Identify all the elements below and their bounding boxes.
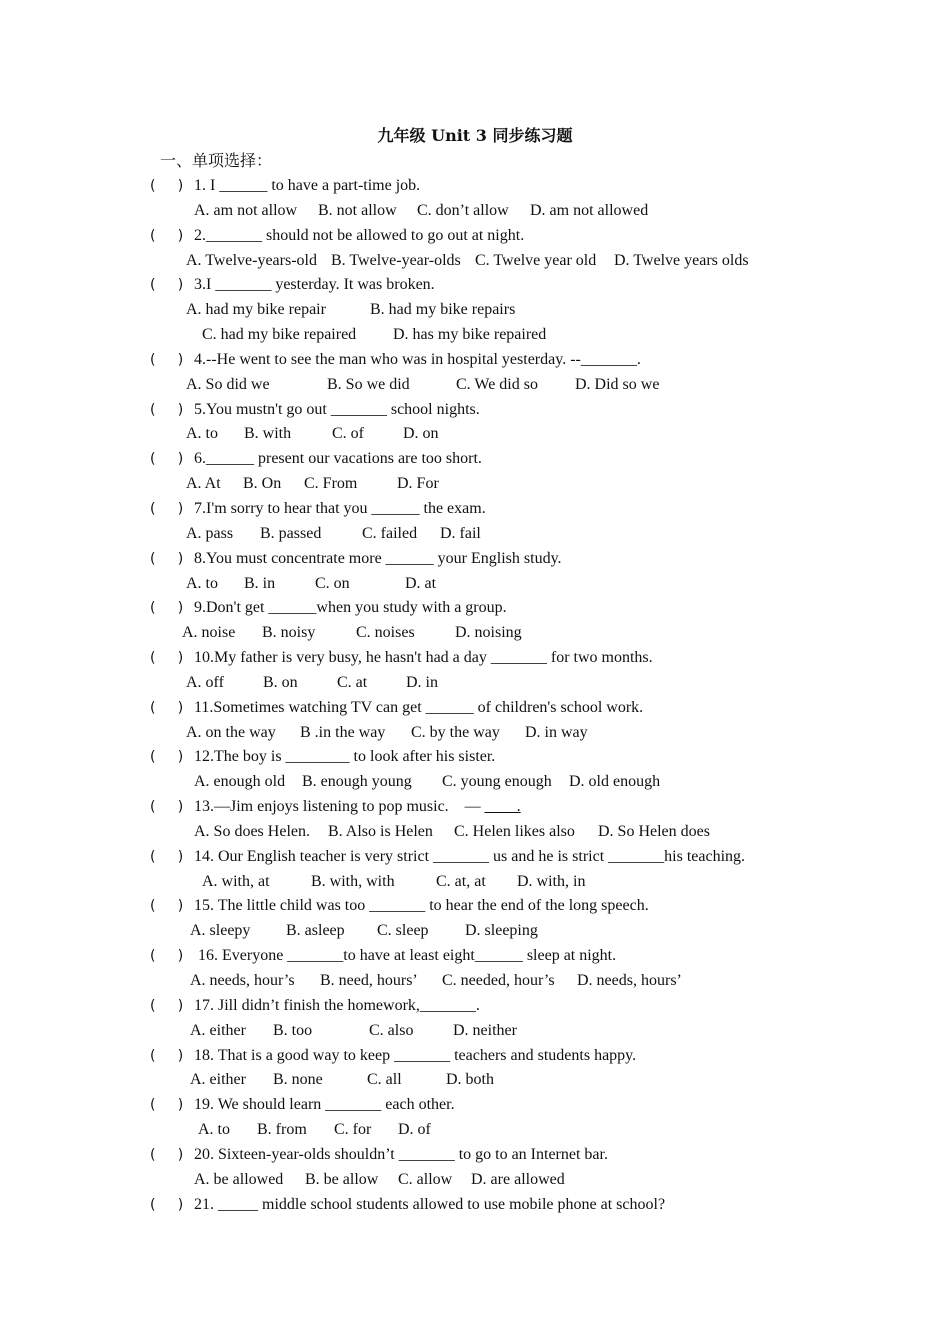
- question-text: [194, 944, 616, 969]
- answer-blank-parentheses: ( ): [150, 500, 184, 517]
- answer-blank-parentheses: ( ): [150, 227, 184, 244]
- answer-option: D. am not allowed: [530, 201, 649, 219]
- option-line: [0, 621, 950, 646]
- question-line: [0, 447, 950, 472]
- option-line: [0, 1168, 950, 1193]
- answer-option: B. passed: [260, 524, 322, 542]
- answer-option: D. noising: [455, 624, 522, 642]
- answer-option: B. Also is Helen: [328, 822, 433, 840]
- question-line: [0, 547, 950, 572]
- question-text: [194, 994, 480, 1019]
- option-line: [0, 770, 950, 795]
- question-text: [194, 547, 562, 572]
- answer-option: A. either: [190, 1071, 246, 1089]
- question-text-main: 4.--He went to see the man who was in hospital yesterday. --_______.: [194, 350, 641, 368]
- answer-option: C. Twelve year old: [475, 251, 597, 269]
- question-text: [194, 224, 524, 249]
- question-line: [0, 1143, 950, 1168]
- answer-option: B. had my bike repairs: [370, 301, 516, 319]
- question-text-main: 3.I _______ yesterday. It was broken.: [194, 276, 435, 294]
- answer-option: B. enough young: [302, 773, 412, 791]
- answer-option: C. young enough: [442, 773, 552, 791]
- answer-option: B. in: [244, 574, 276, 592]
- answer-option: A. am not allow: [194, 201, 298, 219]
- section-heading: 一、单项选择：: [160, 151, 273, 170]
- answer-option: A. with, at: [202, 872, 270, 890]
- answer-option: C. Helen likes also: [454, 822, 575, 840]
- answer-option: A. either: [190, 1021, 246, 1039]
- answer-option: D. sleeping: [465, 922, 538, 940]
- question-line: [0, 696, 950, 721]
- answer-option: B. So we did: [327, 375, 410, 393]
- answer-option: D. has my bike repaired: [393, 326, 547, 344]
- answer-option: B. not allow: [318, 201, 397, 219]
- question-line: [0, 174, 950, 199]
- answer-option: C. From: [304, 475, 358, 493]
- answer-blank-parentheses: ( ): [150, 1047, 184, 1064]
- answer-option: C. allow: [398, 1170, 453, 1188]
- answer-option: A. on the way: [186, 723, 276, 741]
- option-line: [0, 298, 950, 323]
- answer-option: C. by the way: [411, 723, 500, 741]
- question-line: [0, 994, 950, 1019]
- question-text-main: 17. Jill didn’t finish the homework,_______.: [194, 996, 480, 1014]
- answer-option: D. fail: [440, 524, 481, 542]
- answer-option: B. noisy: [262, 624, 316, 642]
- answer-option: C. don’t allow: [417, 201, 509, 219]
- question-text: [194, 795, 521, 820]
- question-text-main: 20. Sixteen-year-olds shouldn’t _______ to go to an Internet bar.: [194, 1145, 608, 1163]
- answer-option: B. need, hours’: [320, 972, 418, 989]
- answer-blank-parentheses: ( ): [150, 277, 184, 294]
- answer-blank-parentheses: ( ): [150, 997, 184, 1014]
- question-text: [194, 273, 435, 298]
- question-line: [0, 745, 950, 770]
- question-line: [0, 348, 950, 373]
- answer-option: C. on: [315, 574, 350, 592]
- answer-option: B. asleep: [286, 922, 345, 940]
- answer-option: C. failed: [362, 524, 418, 542]
- question-line: [0, 273, 950, 298]
- option-line: [0, 422, 950, 447]
- answer-option: D. with, in: [517, 872, 586, 890]
- question-line: [0, 646, 950, 671]
- question-text: [194, 1143, 608, 1168]
- answer-option: D. neither: [453, 1021, 517, 1039]
- answer-option: C. We did so: [456, 375, 538, 393]
- answer-blank-parentheses: ( ): [150, 1097, 184, 1114]
- answer-option: C. sleep: [377, 922, 429, 940]
- option-line: [0, 721, 950, 746]
- question-text-main: 9.Don't get ______when you study with a group.: [194, 599, 507, 617]
- answer-option: D. Did so we: [575, 375, 660, 393]
- question-line: [0, 944, 950, 969]
- question-line: [0, 795, 950, 820]
- answer-option: B. be allow: [305, 1170, 379, 1188]
- question-line: [0, 224, 950, 249]
- question-text-main: 14. Our English teacher is very strict _______ us and he is strict _______his teaching.: [194, 847, 746, 865]
- answer-option: D. needs, hours’: [577, 972, 682, 989]
- option-line: [0, 323, 950, 348]
- question-text-main: 19. We should learn _______ each other.: [194, 1096, 455, 1114]
- option-line: [0, 249, 950, 274]
- question-line: [0, 1044, 950, 1069]
- question-text-main: 8.You must concentrate more ______ your English study.: [194, 549, 562, 567]
- answer-blank-parentheses: ( ): [150, 178, 184, 194]
- answer-option: D. of: [398, 1121, 431, 1139]
- answer-option: C. needed, hour’s: [442, 972, 555, 989]
- option-line: [0, 919, 950, 944]
- answer-blank-parentheses: ( ): [150, 699, 184, 716]
- answer-blank-parentheses: ( ): [150, 848, 184, 865]
- question-text-main: 7.I'm sorry to hear that you ______ the exam.: [194, 499, 486, 517]
- answer-option: B. Twelve-year-olds: [331, 251, 461, 269]
- answer-option: A. So did we: [186, 375, 270, 393]
- option-line: [0, 969, 950, 994]
- question-text: [194, 845, 745, 870]
- option-line: [0, 671, 950, 696]
- answer-blank-parentheses: ( ): [150, 1146, 184, 1163]
- question-line: [0, 845, 950, 870]
- answer-option: A. noise: [182, 624, 236, 642]
- answer-option: A. sleepy: [190, 922, 251, 940]
- question-text: [194, 696, 643, 721]
- answer-option: D. are allowed: [471, 1170, 565, 1188]
- question-text-main: 2._______ should not be allowed to go out at night.: [194, 226, 525, 244]
- question-text: [194, 398, 480, 423]
- question-text: [194, 646, 653, 671]
- question-text: [194, 497, 486, 522]
- question-text: [194, 447, 482, 472]
- answer-option: A. At: [186, 475, 221, 493]
- question-line: [0, 1193, 950, 1218]
- option-line: [0, 472, 950, 497]
- answer-blank-parentheses: ( ): [150, 749, 184, 766]
- option-line: [0, 199, 950, 224]
- answer-option: A. needs, hour’s: [190, 972, 295, 989]
- answer-option: C. at: [337, 673, 368, 691]
- answer-option: C. of: [332, 425, 364, 443]
- answer-blank: ____.: [484, 798, 521, 816]
- question-line: [0, 398, 950, 423]
- answer-option: C. had my bike repaired: [202, 326, 357, 344]
- answer-option: C. noises: [356, 624, 415, 642]
- question-text-main: 16. Everyone _______to have at least eight______ sleep at night.: [194, 947, 617, 965]
- question-text-main: 1. I ______ to have a part-time job.: [194, 177, 421, 194]
- answer-option: B .in the way: [300, 723, 386, 741]
- answer-option: D. For: [397, 475, 439, 493]
- question-text: [194, 1193, 665, 1218]
- answer-option: A. Twelve-years-old: [186, 251, 317, 269]
- answer-option: D. Twelve years olds: [614, 251, 749, 269]
- question-text-main: 15. The little child was too _______ to hear the end of the long speech.: [194, 897, 649, 915]
- question-text-main: 11.Sometimes watching TV can get ______ of children's school work.: [194, 698, 644, 716]
- answer-option: B. too: [273, 1021, 313, 1039]
- answer-blank-parentheses: ( ): [150, 948, 184, 965]
- answer-blank-parentheses: ( ): [150, 898, 184, 915]
- answer-blank-parentheses: ( ): [150, 451, 184, 468]
- question-text: [194, 1093, 455, 1118]
- option-line: [0, 373, 950, 398]
- option-line: [0, 1118, 950, 1143]
- answer-blank-parentheses: ( ): [150, 799, 184, 816]
- answer-option: A. to: [198, 1121, 230, 1139]
- question-text: [194, 596, 507, 621]
- answer-blank-parentheses: ( ): [150, 351, 184, 368]
- answer-option: B. on: [263, 673, 298, 691]
- question-text-main: 18. That is a good way to keep _______ teachers and students happy.: [194, 1046, 637, 1064]
- answer-option: C. also: [369, 1021, 414, 1039]
- question-text: [194, 894, 649, 919]
- answer-option: B. with, with: [311, 872, 395, 890]
- answer-option: D. on: [403, 425, 439, 443]
- answer-blank-parentheses: ( ): [150, 650, 184, 667]
- question-text-main: 21. _____ middle school students allowed to use mobile phone at school?: [194, 1195, 666, 1213]
- answer-option: D. in way: [525, 723, 588, 741]
- question-text-main: 10.My father is very busy, he hasn't had a day _______ for two months.: [194, 649, 653, 667]
- answer-option: D. So Helen does: [598, 822, 710, 840]
- question-line: [0, 596, 950, 621]
- answer-option: D. old enough: [569, 773, 661, 791]
- answer-option: A. to: [186, 425, 218, 443]
- answer-option: B. with: [244, 425, 292, 443]
- answer-option: A. pass: [186, 524, 234, 542]
- answer-option: D. both: [446, 1071, 494, 1089]
- answer-option: B. none: [273, 1071, 323, 1089]
- question-line: [0, 497, 950, 522]
- answer-option: D. in: [406, 673, 438, 691]
- option-line: [0, 522, 950, 547]
- question-list: [0, 174, 950, 1217]
- answer-option: C. all: [367, 1071, 402, 1089]
- question-text-main: 13.—Jim enjoys listening to pop music. —: [194, 798, 485, 816]
- answer-option: A. off: [186, 673, 224, 691]
- option-line: [0, 820, 950, 845]
- answer-option: A. to: [186, 574, 218, 592]
- question-text: [194, 745, 495, 770]
- answer-option: A. be allowed: [194, 1170, 284, 1188]
- option-line: [0, 1068, 950, 1093]
- answer-blank-parentheses: ( ): [150, 401, 184, 418]
- answer-option: D. at: [405, 574, 437, 592]
- question-text-main: 6.______ present our vacations are too short.: [194, 450, 482, 468]
- question-text: [194, 174, 420, 199]
- answer-option: B. from: [257, 1121, 307, 1139]
- option-line: [0, 572, 950, 597]
- question-text-main: 5.You mustn't go out _______ school nights.: [194, 400, 480, 418]
- answer-blank-parentheses: ( ): [150, 550, 184, 567]
- answer-option: C. at, at: [436, 872, 486, 890]
- answer-option: C. for: [334, 1121, 372, 1139]
- question-line: [0, 894, 950, 919]
- question-line: [0, 1093, 950, 1118]
- question-text-main: 12.The boy is ________ to look after his sister.: [194, 748, 496, 766]
- answer-option: B. On: [243, 475, 282, 493]
- question-text: [194, 348, 641, 373]
- option-line: [0, 1019, 950, 1044]
- option-line: [0, 870, 950, 895]
- answer-option: A. had my bike repair: [186, 301, 326, 319]
- answer-option: A. enough old: [194, 773, 286, 791]
- question-text: [194, 1044, 636, 1069]
- answer-blank-parentheses: ( ): [150, 600, 184, 617]
- answer-option: A. So does Helen.: [194, 822, 310, 840]
- answer-blank-parentheses: ( ): [150, 1196, 184, 1213]
- page-title: 九年级 Unit 3 同步练习题: [377, 126, 573, 145]
